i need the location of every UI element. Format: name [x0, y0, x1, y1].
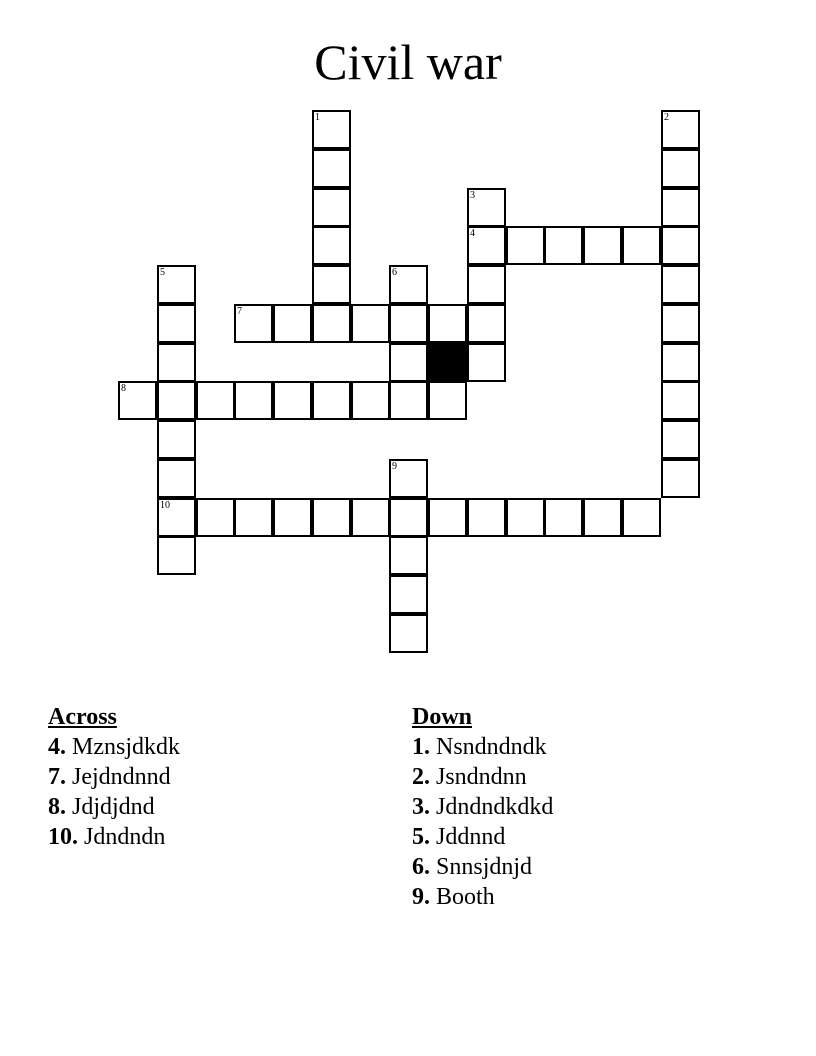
- clue-down-5: [412, 822, 772, 852]
- grid-cell[interactable]: [583, 498, 622, 537]
- across-heading: Across: [48, 704, 117, 730]
- grid-cell[interactable]: [118, 381, 157, 420]
- cell-number: 5: [160, 267, 165, 278]
- grid-cell[interactable]: [661, 149, 700, 188]
- clue-text: Jsndndnn: [436, 764, 527, 790]
- clue-text: Jejdndnnd: [72, 764, 171, 790]
- grid-cell[interactable]: [351, 498, 390, 537]
- down-heading: Down: [412, 704, 473, 730]
- grid-cell[interactable]: [312, 226, 351, 265]
- grid-cell[interactable]: [661, 304, 700, 343]
- grid-cell[interactable]: [312, 381, 351, 420]
- cell-number: 9: [392, 461, 397, 472]
- grid-cell[interactable]: [544, 498, 583, 537]
- grid-cell[interactable]: [544, 226, 583, 265]
- grid-cell[interactable]: [157, 343, 196, 382]
- grid-cell[interactable]: [312, 110, 351, 149]
- grid-cell[interactable]: [506, 226, 545, 265]
- grid-cell[interactable]: [661, 420, 700, 459]
- grid-cell[interactable]: [351, 304, 390, 343]
- cell-number: 1: [315, 112, 320, 123]
- grid-cell[interactable]: [661, 226, 700, 265]
- grid-cell[interactable]: [312, 188, 351, 227]
- grid-cell[interactable]: [196, 498, 235, 537]
- grid-cell[interactable]: [428, 381, 467, 420]
- grid-cell[interactable]: [389, 381, 428, 420]
- grid-cell[interactable]: [157, 304, 196, 343]
- grid-cell[interactable]: [661, 343, 700, 382]
- grid-cell[interactable]: [389, 304, 428, 343]
- clue-across-8: [48, 792, 378, 822]
- grid-cell[interactable]: [661, 459, 700, 498]
- grid-cell[interactable]: [661, 110, 700, 149]
- clue-number: 7.: [48, 764, 66, 790]
- grid-cell[interactable]: [312, 498, 351, 537]
- grid-cell[interactable]: [661, 265, 700, 304]
- grid-cell[interactable]: [506, 498, 545, 537]
- grid-cell[interactable]: [661, 188, 700, 227]
- grid-cell[interactable]: [157, 498, 196, 537]
- grid-cell[interactable]: [389, 459, 428, 498]
- grid-cell[interactable]: [583, 226, 622, 265]
- clue-number: 2.: [412, 764, 430, 790]
- cell-number: 6: [392, 267, 397, 278]
- grid-cell[interactable]: [389, 536, 428, 575]
- grid-cell[interactable]: [467, 304, 506, 343]
- cell-number: 4: [470, 228, 475, 239]
- across-clues: [48, 702, 378, 852]
- grid-cell[interactable]: [273, 498, 312, 537]
- clue-down-2: [412, 762, 772, 792]
- grid-cell[interactable]: [467, 343, 506, 382]
- clue-number: 10.: [48, 824, 78, 850]
- grid-cell[interactable]: [234, 498, 273, 537]
- cell-number: 7: [237, 306, 242, 317]
- clue-across-4: [48, 732, 378, 762]
- clue-text: Jdndndn: [84, 824, 166, 850]
- grid-cell[interactable]: [312, 149, 351, 188]
- grid-cell[interactable]: [234, 304, 273, 343]
- clue-text: Jddnnd: [436, 824, 506, 850]
- cell-number: 3: [470, 190, 475, 201]
- clue-text: Mznsjdkdk: [72, 734, 180, 760]
- clue-text: Jdndndkdkd: [436, 794, 554, 820]
- clue-across-10: [48, 822, 378, 852]
- grid-cell[interactable]: [467, 498, 506, 537]
- grid-cell[interactable]: [157, 381, 196, 420]
- clue-down-6: [412, 852, 772, 882]
- grid-cell[interactable]: [157, 420, 196, 459]
- grid-cell[interactable]: [389, 343, 428, 382]
- grid-cell[interactable]: [157, 459, 196, 498]
- clue-text: Nsndndndk: [436, 734, 547, 760]
- down-clues: [412, 702, 772, 912]
- clue-text: Booth: [436, 884, 495, 910]
- cell-number: 8: [121, 383, 126, 394]
- grid-cell[interactable]: [428, 304, 467, 343]
- grid-cell[interactable]: [467, 188, 506, 227]
- grid-cell[interactable]: [467, 226, 506, 265]
- grid-cell[interactable]: [157, 536, 196, 575]
- clue-across-7: [48, 762, 378, 792]
- clue-text: Snnsjdnjd: [436, 854, 533, 880]
- clue-down-9: [412, 882, 772, 912]
- clue-number: 1.: [412, 734, 430, 760]
- grid-cell[interactable]: [467, 265, 506, 304]
- clue-text: Jdjdjdnd: [72, 794, 155, 820]
- cell-number: 2: [664, 112, 669, 123]
- grid-cell[interactable]: [196, 381, 235, 420]
- grid-cell[interactable]: [351, 381, 390, 420]
- block-cell: [428, 343, 467, 382]
- grid-cell[interactable]: [389, 265, 428, 304]
- grid-cell[interactable]: [312, 304, 351, 343]
- grid-cell[interactable]: [389, 614, 428, 653]
- puzzle-title: Civil war: [314, 34, 502, 90]
- grid-cell[interactable]: [389, 498, 428, 537]
- clue-number: 3.: [412, 794, 430, 820]
- grid-cell[interactable]: [312, 265, 351, 304]
- grid-cell[interactable]: [661, 381, 700, 420]
- clue-number: 5.: [412, 824, 430, 850]
- grid-cell[interactable]: [273, 381, 312, 420]
- clue-number: 4.: [48, 734, 66, 760]
- cell-number: 10: [160, 500, 170, 511]
- grid-cell[interactable]: [273, 304, 312, 343]
- clue-number: 6.: [412, 854, 430, 880]
- grid-cell[interactable]: [622, 498, 661, 537]
- clue-down-3: [412, 792, 772, 822]
- grid-cell[interactable]: [157, 265, 196, 304]
- clue-down-1: [412, 732, 772, 762]
- grid-cell[interactable]: [428, 498, 467, 537]
- clue-number: 8.: [48, 794, 66, 820]
- grid-cell[interactable]: [622, 226, 661, 265]
- grid-cell[interactable]: [234, 381, 273, 420]
- grid-cell[interactable]: [389, 575, 428, 614]
- clue-number: 9.: [412, 884, 430, 910]
